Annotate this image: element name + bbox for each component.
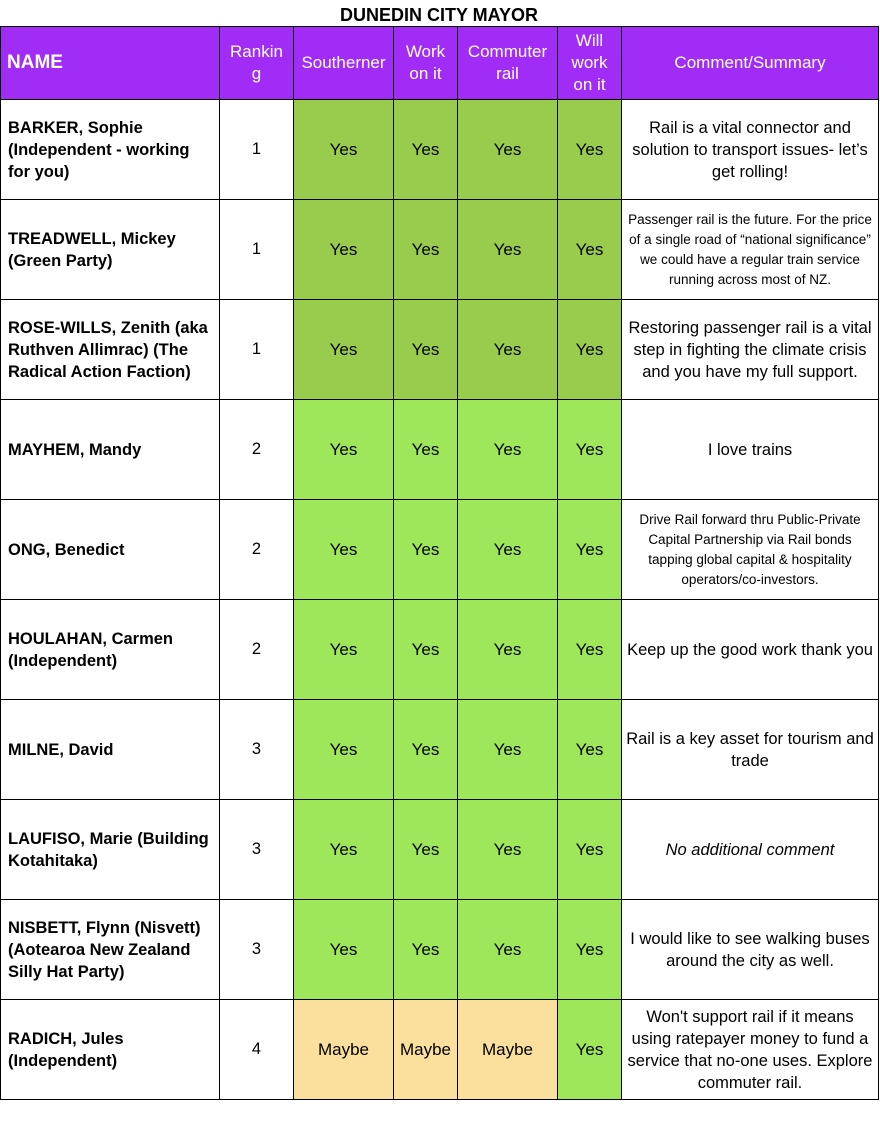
table-row xyxy=(1,1000,879,1100)
header-comment: Comment/Summary xyxy=(622,27,879,100)
southerner-cell: Yes xyxy=(294,700,394,800)
work-on-it-cell: Yes xyxy=(394,400,458,500)
ranking-cell: 3 xyxy=(220,800,294,900)
work-on-it-cell: Yes xyxy=(394,800,458,900)
work-on-it-cell: Yes xyxy=(394,900,458,1000)
will-work-on-it-cell: Yes xyxy=(558,100,622,200)
will-work-on-it-cell: Yes xyxy=(558,500,622,600)
southerner-cell: Yes xyxy=(294,600,394,700)
commuter-rail-cell: Yes xyxy=(458,300,558,400)
southerner-cell: Yes xyxy=(294,300,394,400)
ranking-cell: 3 xyxy=(220,900,294,1000)
commuter-rail-cell: Yes xyxy=(458,500,558,600)
candidate-name: BARKER, Sophie (Independent - working for you) xyxy=(1,100,220,200)
candidate-name: RADICH, Jules (Independent) xyxy=(1,1000,220,1100)
ranking-cell: 3 xyxy=(220,700,294,800)
candidate-name: MAYHEM, Mandy xyxy=(1,400,220,500)
candidate-name: HOULAHAN, Carmen (Independent) xyxy=(1,600,220,700)
table-row xyxy=(1,500,879,600)
southerner-cell: Yes xyxy=(294,400,394,500)
table-row xyxy=(1,800,879,900)
will-work-on-it-cell: Yes xyxy=(558,1000,622,1100)
comment-cell: Won't support rail if it means using ratepayer money to fund a service that no-one uses. Explore commuter rail. xyxy=(622,1000,879,1100)
work-on-it-cell: Maybe xyxy=(394,1000,458,1100)
ranking-cell: 4 xyxy=(220,1000,294,1100)
table-row xyxy=(1,100,879,200)
work-on-it-cell: Yes xyxy=(394,300,458,400)
will-work-on-it-cell: Yes xyxy=(558,200,622,300)
table-row xyxy=(1,600,879,700)
candidate-name: ROSE-WILLS, Zenith (aka Ruthven Allimrac) (The Radical Action Faction) xyxy=(1,300,220,400)
comment-cell: Drive Rail forward thru Public-Private Capital Partnership via Rail bonds tapping global capital & hospitality operators/co-investors. xyxy=(622,500,879,600)
commuter-rail-cell: Yes xyxy=(458,900,558,1000)
commuter-rail-cell: Yes xyxy=(458,600,558,700)
southerner-cell: Yes xyxy=(294,900,394,1000)
header-row xyxy=(1,27,879,100)
commuter-rail-cell: Maybe xyxy=(458,1000,558,1100)
ranking-cell: 1 xyxy=(220,100,294,200)
will-work-on-it-cell: Yes xyxy=(558,800,622,900)
ranking-cell: 1 xyxy=(220,200,294,300)
southerner-cell: Yes xyxy=(294,800,394,900)
comment-cell: I love trains xyxy=(622,400,879,500)
comment-cell: Keep up the good work thank you xyxy=(622,600,879,700)
southerner-cell: Yes xyxy=(294,200,394,300)
candidate-name: MILNE, David xyxy=(1,700,220,800)
table-row xyxy=(1,700,879,800)
header-name: NAME xyxy=(1,27,220,100)
ranking-cell: 1 xyxy=(220,300,294,400)
will-work-on-it-cell: Yes xyxy=(558,700,622,800)
work-on-it-cell: Yes xyxy=(394,500,458,600)
sheet-title: DUNEDIN CITY MAYOR xyxy=(339,5,539,25)
will-work-on-it-cell: Yes xyxy=(558,600,622,700)
commuter-rail-cell: Yes xyxy=(458,200,558,300)
candidate-name: LAUFISO, Marie (Building Kotahitaka) xyxy=(1,800,220,900)
comment-cell: Restoring passenger rail is a vital step in fighting the climate crisis and you have my full support. xyxy=(622,300,879,400)
commuter-rail-cell: Yes xyxy=(458,700,558,800)
commuter-rail-cell: Yes xyxy=(458,800,558,900)
work-on-it-cell: Yes xyxy=(394,600,458,700)
candidates-table xyxy=(0,26,879,1100)
southerner-cell: Yes xyxy=(294,100,394,200)
work-on-it-cell: Yes xyxy=(394,200,458,300)
header-ranking: Rankin g xyxy=(220,27,294,100)
ranking-cell: 2 xyxy=(220,600,294,700)
table-row xyxy=(1,900,879,1000)
comment-cell: I would like to see walking buses around the city as well. xyxy=(622,900,879,1000)
header-will-work-on-it: Will work on it xyxy=(558,27,622,100)
southerner-cell: Yes xyxy=(294,500,394,600)
comment-cell: Rail is a vital connector and solution to transport issues- let’s get rolling! xyxy=(622,100,879,200)
commuter-rail-cell: Yes xyxy=(458,100,558,200)
will-work-on-it-cell: Yes xyxy=(558,900,622,1000)
commuter-rail-cell: Yes xyxy=(458,400,558,500)
candidate-name: TREADWELL, Mickey (Green Party) xyxy=(1,200,220,300)
comment-cell: Passenger rail is the future. For the price of a single road of “national significance” we could have a regular train service running across most of NZ. xyxy=(622,200,879,300)
candidate-name: NISBETT, Flynn (Nisvett) (Aotearoa New Zealand Silly Hat Party) xyxy=(1,900,220,1000)
header-commuter-rail: Commuter rail xyxy=(458,27,558,100)
comment-cell: No additional comment xyxy=(622,800,879,900)
work-on-it-cell: Yes xyxy=(394,100,458,200)
will-work-on-it-cell: Yes xyxy=(558,400,622,500)
header-southerner: Southerner xyxy=(294,27,394,100)
will-work-on-it-cell: Yes xyxy=(558,300,622,400)
comment-cell: Rail is a key asset for tourism and trade xyxy=(622,700,879,800)
table-row xyxy=(1,300,879,400)
table-row xyxy=(1,400,879,500)
work-on-it-cell: Yes xyxy=(394,700,458,800)
ranking-cell: 2 xyxy=(220,400,294,500)
candidate-name: ONG, Benedict xyxy=(1,500,220,600)
table-row xyxy=(1,200,879,300)
ranking-cell: 2 xyxy=(220,500,294,600)
header-work-on-it: Work on it xyxy=(394,27,458,100)
southerner-cell: Maybe xyxy=(294,1000,394,1100)
